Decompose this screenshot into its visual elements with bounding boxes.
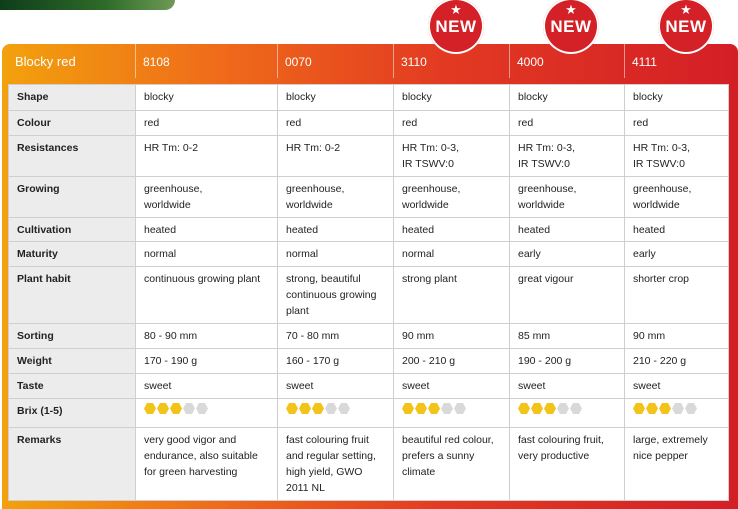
rating-dot: [659, 403, 671, 414]
star-icon: ★: [680, 2, 692, 17]
rating-dot: [441, 403, 453, 414]
background-leaf-image: [0, 0, 175, 10]
brix-rating: [136, 399, 278, 428]
rating-dot: [286, 403, 298, 414]
rating-dot: [428, 403, 440, 414]
rating-dot: [685, 403, 697, 414]
rating-dot: [646, 403, 658, 414]
table-cell: sweet: [136, 374, 278, 399]
table-row: [9, 399, 729, 428]
new-badge-label: NEW: [665, 17, 707, 36]
table-cell: HR Tm: 0-2: [136, 136, 278, 177]
table-cell: sweet: [510, 374, 625, 399]
rating-dot: [338, 403, 350, 414]
table-cell: normal: [136, 242, 278, 267]
table-row: [9, 218, 729, 242]
table-cell: continuous growing plant: [136, 267, 278, 324]
table-row: [9, 85, 729, 111]
table-cell: strong plant: [394, 267, 510, 324]
table-cell: HR Tm: 0-2: [278, 136, 394, 177]
table-cell: very good vigor and endurance, also suitable for green harvesting: [136, 428, 278, 501]
rating-dot: [325, 403, 337, 414]
row-label: Brix (1-5): [9, 399, 136, 428]
table-cell: strong, beautiful continuous growing plant: [278, 267, 394, 324]
variety-header: 3110: [393, 44, 509, 78]
table-cell: red: [510, 111, 625, 136]
rating-dot: [183, 403, 195, 414]
rating-dot: [402, 403, 414, 414]
comparison-table: [8, 84, 729, 501]
rating-dot: [454, 403, 466, 414]
variety-header: 0070: [277, 44, 393, 78]
rating-dot: [544, 403, 556, 414]
table-cell: early: [625, 242, 729, 267]
table-cell: 70 - 80 mm: [278, 324, 394, 349]
table-cell: 160 - 170 g: [278, 349, 394, 374]
table-row: [9, 349, 729, 374]
table-cell: red: [394, 111, 510, 136]
row-label: Shape: [9, 85, 136, 111]
rating-dot: [196, 403, 208, 414]
table-cell: heated: [510, 218, 625, 242]
row-label: Cultivation: [9, 218, 136, 242]
table-cell: blocky: [136, 85, 278, 111]
rating-dot: [144, 403, 156, 414]
rating-dot: [531, 403, 543, 414]
variety-header: 4111: [624, 44, 738, 78]
table-cell: heated: [278, 218, 394, 242]
star-icon: ★: [565, 2, 577, 17]
brix-rating: [394, 399, 510, 428]
row-label: Remarks: [9, 428, 136, 501]
rating-dot: [557, 403, 569, 414]
table-cell: 170 - 190 g: [136, 349, 278, 374]
table-cell: blocky: [625, 85, 729, 111]
table-cell: heated: [625, 218, 729, 242]
rating-dot: [518, 403, 530, 414]
table-cell: blocky: [394, 85, 510, 111]
table-cell: beautiful red colour, prefers a sunny climate: [394, 428, 510, 501]
table-cell: 90 mm: [625, 324, 729, 349]
table-cell: 210 - 220 g: [625, 349, 729, 374]
row-label: Maturity: [9, 242, 136, 267]
table-cell: large, extremely nice pepper: [625, 428, 729, 501]
table-cell: normal: [394, 242, 510, 267]
table-cell: greenhouse, worldwide: [625, 177, 729, 218]
brix-rating: [510, 399, 625, 428]
rating-dot: [170, 403, 182, 414]
table-cell: sweet: [278, 374, 394, 399]
table-cell: greenhouse, worldwide: [510, 177, 625, 218]
table-cell: early: [510, 242, 625, 267]
table-header: [2, 44, 738, 78]
table-cell: 85 mm: [510, 324, 625, 349]
row-label: Sorting: [9, 324, 136, 349]
table-cell: HR Tm: 0-3, IR TSWV:0: [510, 136, 625, 177]
rating-dot: [570, 403, 582, 414]
table-row: [9, 136, 729, 177]
variety-header: 8108: [135, 44, 277, 78]
table-cell: normal: [278, 242, 394, 267]
brix-rating: [625, 399, 729, 428]
table-cell: blocky: [510, 85, 625, 111]
table-cell: red: [136, 111, 278, 136]
table-row: [9, 324, 729, 349]
table-cell: greenhouse, worldwide: [136, 177, 278, 218]
new-badge-label: NEW: [550, 17, 592, 36]
new-badge-label: NEW: [435, 17, 477, 36]
table-cell: blocky: [278, 85, 394, 111]
rating-dot: [312, 403, 324, 414]
row-label: Colour: [9, 111, 136, 136]
table-cell: red: [625, 111, 729, 136]
row-label: Resistances: [9, 136, 136, 177]
row-label: Taste: [9, 374, 136, 399]
table-cell: greenhouse, worldwide: [278, 177, 394, 218]
table-row: [9, 267, 729, 324]
brix-rating: [278, 399, 394, 428]
table-cell: fast colouring fruit and regular setting, high yield, GWO 2011 NL: [278, 428, 394, 501]
table-cell: great vigour: [510, 267, 625, 324]
table-row: [9, 242, 729, 267]
row-label: Growing: [9, 177, 136, 218]
table-row: [9, 428, 729, 501]
table-cell: 190 - 200 g: [510, 349, 625, 374]
table-cell: 80 - 90 mm: [136, 324, 278, 349]
table-cell: red: [278, 111, 394, 136]
table-cell: sweet: [625, 374, 729, 399]
table-cell: greenhouse, worldwide: [394, 177, 510, 218]
star-icon: ★: [450, 2, 462, 17]
table-cell: fast colouring fruit, very productive: [510, 428, 625, 501]
rating-dot: [672, 403, 684, 414]
table-row: [9, 177, 729, 218]
row-label: Weight: [9, 349, 136, 374]
rating-dot: [633, 403, 645, 414]
table-cell: 90 mm: [394, 324, 510, 349]
table-cell: sweet: [394, 374, 510, 399]
table-title: Blocky red: [15, 54, 76, 69]
rating-dot: [299, 403, 311, 414]
table-cell: 200 - 210 g: [394, 349, 510, 374]
table-cell: heated: [136, 218, 278, 242]
rating-dot: [415, 403, 427, 414]
table-cell: heated: [394, 218, 510, 242]
table-row: [9, 111, 729, 136]
table-cell: HR Tm: 0-3, IR TSWV:0: [625, 136, 729, 177]
row-label: Plant habit: [9, 267, 136, 324]
variety-header: 4000: [509, 44, 624, 78]
table-cell: HR Tm: 0-3, IR TSWV:0: [394, 136, 510, 177]
table-cell: shorter crop: [625, 267, 729, 324]
rating-dot: [157, 403, 169, 414]
table-row: [9, 374, 729, 399]
